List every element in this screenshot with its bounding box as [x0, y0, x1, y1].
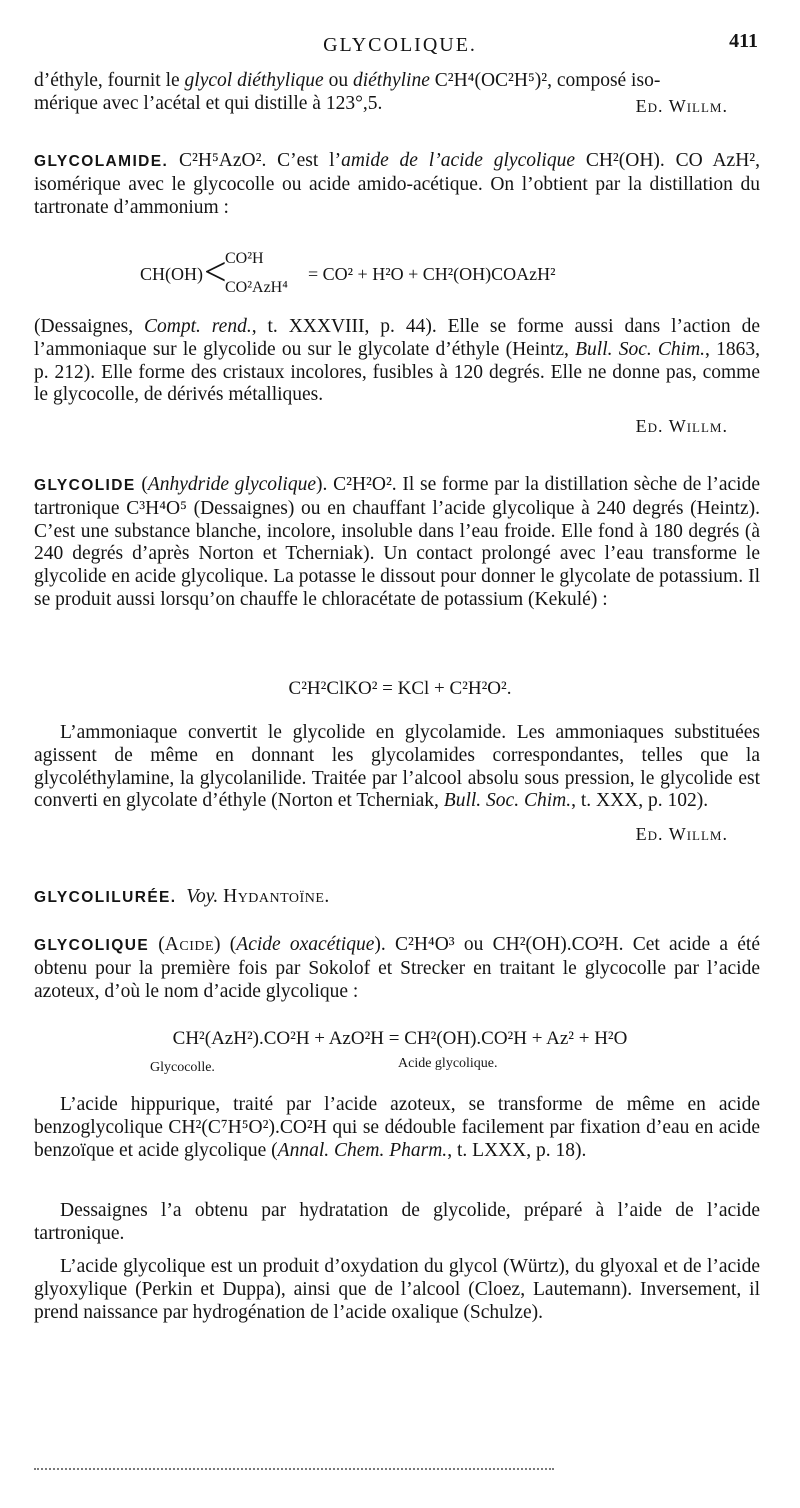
entry-glycoliluree: GLYCOLILURÉE. Voy. Hydantoïne. [34, 886, 330, 907]
formula-bracket: < [204, 249, 227, 294]
entry-keyword: GLYCOLIDE [34, 477, 136, 494]
formula-bottom: CO²AzH⁴ [225, 279, 288, 296]
formula-sokolof: CH²(AzH²).CO²H + AzO²H = CH²(OH).CO²H + Az² + H²O [172, 1028, 628, 1049]
formula-left: CH(OH) [140, 264, 203, 284]
glycolamide-references: (Dessaignes, Compt. rend., t. XXXVIII, p. 44). Elle se forme aussi dans l’action de l’ammoniaque sur le glycolide ou sur le glycolate d’éthyle (Heintz, Bull. Soc. Chim., 1863, p. 212). Elle forme des cristaux incolores, fusibles à 120 degrés. Elle ne donne pas, comme le glycocolle, de dérivés métalliques. [34, 316, 760, 406]
formula-chloracetate: C²H²ClKO² = KCl + C²H²O². [288, 678, 512, 699]
author-signature: Ed. Willm. [635, 96, 728, 116]
entry-keyword: GLYCOLIQUE [34, 937, 150, 954]
formula-right: = CO² + H²O + CH²(OH)COAzH² [308, 264, 556, 284]
glycolide-paragraph-2: L’ammoniaque convertit le glycolide en glycolamide. Les ammoniaques substituées agissent de même en donnant les glycolamides correspondantes, telles que la glycoléthylamine, la glycolanilide. Traitée par l’alcool absolu sous pression, le glycolide est converti en glycolate d’éthyle (Norton et Tcherniak, Bull. Soc. Chim., t. XXX, p. 102). [34, 722, 760, 812]
author-signature: Ed. Willm. [635, 416, 728, 436]
formula-top: CO²H [225, 250, 264, 267]
page-number: 411 [729, 30, 758, 52]
page-footer-rule [34, 1468, 554, 1472]
entry-glycolique: GLYCOLIQUE (Acide) (Acide oxacétique). C²H⁴O³ ou CH²(OH).CO²H. Cet acide a été obtenu pour la première fois par Sokolof et Strecker en traitant le glycocolle par l’acide azoteux, d’où le nom d’acide glycolique : [34, 934, 760, 1002]
entry-keyword: GLYCOLILURÉE. [34, 889, 177, 906]
glycolique-paragraph-3: Dessaignes l’a obtenu par hydratation de glycolide, préparé à l’aide de l’acide tartronique. [34, 1200, 760, 1244]
author-signature: Ed. Willm. [635, 824, 728, 844]
entry-keyword: GLYCOLAMIDE. [34, 153, 169, 170]
glycolique-paragraph-4: L’acide glycolique est un produit d’oxydation du glycol (Würtz), du glyoxal et de l’acide glyoxylique (Perkin et Duppa), ainsi que de l’alcool (Cloez, Lautemann). Inversement, il prend naissance par hydrogénation de l’acide oxalique (Schulze). [34, 1256, 760, 1323]
glycolique-paragraph-2: L’acide hippurique, traité par l’acide azoteux, se transforme de même en acide benzoglycolique CH²(C⁷H⁵O²).CO²H qui se dédouble facilement par fixation d’eau en acide benzoïque et acide glycolique (Annal. Chem. Pharm., t. LXXX, p. 18). [34, 1094, 760, 1161]
intro-paragraph: d’éthyle, fournit le glycol diéthylique ou diéthyline C²H⁴(OC²H⁵)², composé iso- mérique avec l’acétal et qui distille à 123°,5. [34, 70, 661, 114]
formula-label-glycocolle: Glycocolle. [150, 1060, 215, 1075]
entry-glycolide: GLYCOLIDE (Anhydride glycolique). C²H²O². Il se forme par la distillation sèche de l’acide tartronique C³H⁴O⁵ (Dessaignes) ou en chauffant l’acide glycolique à 240 degrés (Heintz). C’est une substance blanche, incolore, insoluble dans l’eau froide. Elle fond à 180 degrés (à 240 degrés d’après Norton et Tcherniak). Un contact prolongé avec l’eau transforme le glycolide en acide glycolique. La potasse le dissout pour donner le glycolate de potassium. Il se produit aussi lorsqu’on chauffe le chloracétate de potassium (Kekulé) : [34, 474, 760, 610]
formula-label-acide: Acide glycolique. [398, 1056, 498, 1071]
entry-glycolamide: GLYCOLAMIDE. C²H⁵AzO². C’est l’amide de l’acide glycolique CH²(OH). CO AzH², isomérique avec le glycocolle ou acide amido-acétique. On l’obtient par la distillation du tartronate d’ammonium : [34, 150, 760, 218]
cross-reference: Hydantoïne. [223, 886, 330, 907]
running-header-title: GLYCOLIQUE. [323, 34, 477, 56]
